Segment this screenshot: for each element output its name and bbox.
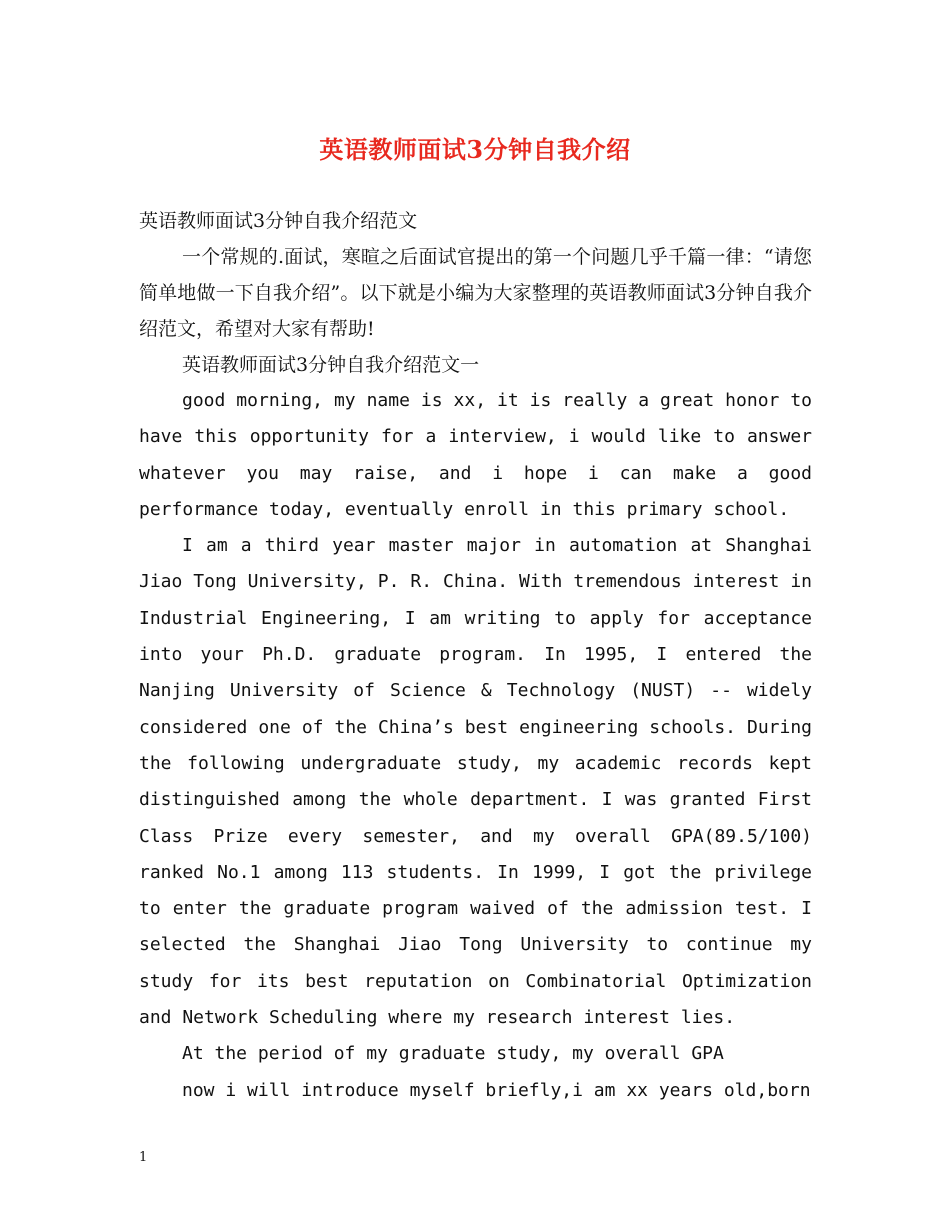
body-paragraph: good morning, my name is xx, it is really a great honor to have this opportunity for a interview, i would like to answer whatever you may raise, and i hope i can make a good performance today, eventually enroll in this primary school. [139,390,812,520]
document-subtitle: 英语教师面试3分钟自我介绍范文 [139,210,418,232]
body-paragraph: At the period of my graduate study, my overall GPA [182,1043,724,1065]
document-body [139,239,812,1109]
section-heading: 英语教师面试3分钟自我介绍范文一 [182,354,480,376]
document-title: 英语教师面试3分钟自我介绍 [319,135,631,164]
body-paragraph: I am a third year master major in automation at Shanghai Jiao Tong University, P. R. China. With tremendous interest in Industrial Engineering, I am writing to apply for acceptance into your Ph.D. graduate program. In 1995, I entered the Nanjing University of Science & Technology (NUST) -- widely considered one of the China’s best engineering schools. During the following undergraduate study, my academic records kept distinguished among the whole department. I was granted First Class Prize every semester, and my overall GPA(89.5/100) ranked No.1 among 113 students. In 1999, I got the privilege to enter the graduate program waived of the admission test. I selected the Shanghai Jiao Tong University to continue my study for its best reputation on Combinatorial Optimization and Network Scheduling where my research interest lies. [139,535,812,1029]
intro-paragraph: 一个常规的.面试，寒暄之后面试官提出的第一个问题几乎千篇一律：“请您简单地做一下自我介绍”。以下就是小编为大家整理的英语教师面试3分钟自我介绍范文，希望对大家有帮助! [139,246,812,340]
body-paragraph: now i will introduce myself briefly,i am xx years old,born [182,1079,811,1101]
page-number: 1 [139,1150,148,1165]
